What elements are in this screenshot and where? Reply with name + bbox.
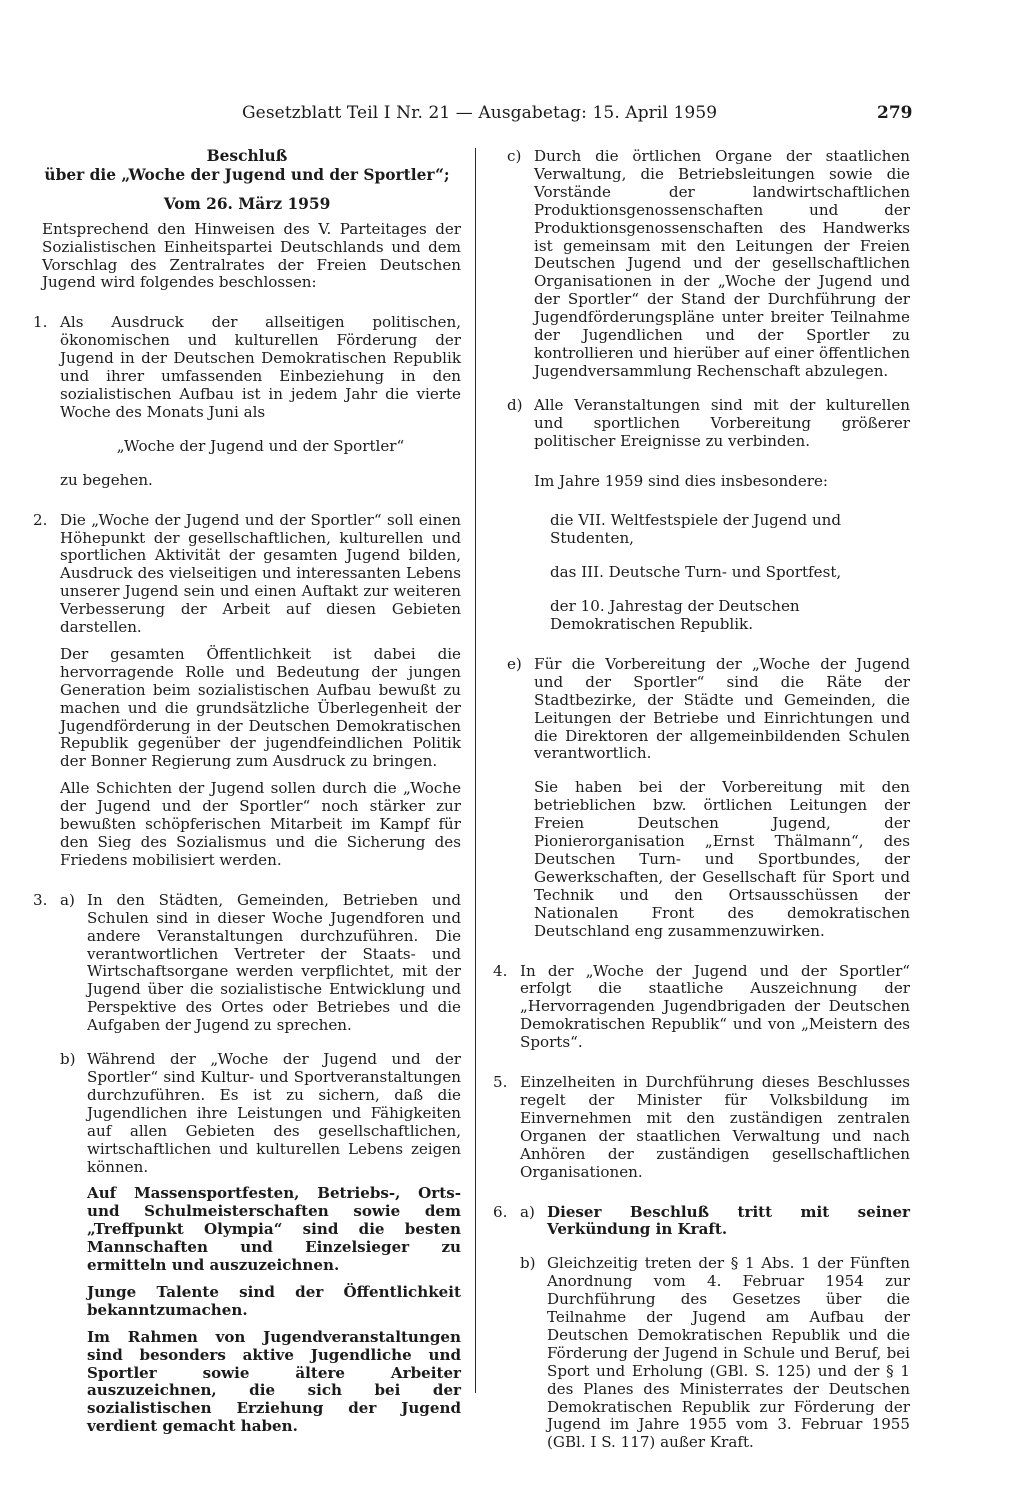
page-number: 279 xyxy=(877,103,913,123)
section-6a xyxy=(520,1204,910,1240)
section-3b xyxy=(60,1051,461,1436)
section-1-quote: „Woche der Jugend und der Sportler“ xyxy=(116,436,405,455)
section-number: 6. xyxy=(493,1202,508,1221)
section-6a-text: Dieser Beschluß tritt mit seiner Verkündung in Kraft. xyxy=(547,1202,910,1239)
section-3a xyxy=(60,892,461,1035)
section-2 xyxy=(33,512,461,870)
section-3e-paragraph-2: Sie haben bei der Vorbereitung mit den betrieblichen bzw. örtlichen Leitungen der Freien Deutschen Jugend, der Pionierorganisation „Ernst Thälmann“, des Deutschen Turn- und Sportbundes, der Gewerkschaften, der Gesellschaft für Sport und Technik und den Ortsausschüssen der Nationalen Front des demokratischen Deutschland eng zusammenzuwirken. xyxy=(534,778,910,940)
subsection-letter: a) xyxy=(60,890,75,909)
section-3e-paragraph-1: Für die Vorbereitung der „Woche der Jugend und der Sportler“ sind die Räte der Stadtbezirke, der Städte und Gemeinden, die Leitungen der Betriebe und Einrichtungen und die Direktoren der allgemeinbildenden Schulen verantwortlich. xyxy=(534,654,910,763)
section-1 xyxy=(33,314,461,489)
column-divider xyxy=(475,148,476,1393)
section-3d-intro: Im Jahre 1959 sind dies insbesondere: xyxy=(534,471,828,490)
section-5 xyxy=(493,1074,910,1181)
section-number: 5. xyxy=(493,1073,508,1092)
subsection-letter: e) xyxy=(507,654,522,673)
section-number: 1. xyxy=(33,313,48,332)
resolution-heading: Beschluß xyxy=(206,147,288,165)
section-6 xyxy=(493,1204,910,1453)
section-number: 3. xyxy=(33,890,48,909)
subsection-letter: b) xyxy=(60,1050,76,1069)
section-3b-paragraph-3: Junge Talente sind der Öffentlichkeit bekanntzumachen. xyxy=(87,1282,461,1319)
section-3d xyxy=(507,397,910,634)
section-3a-text: In den Städten, Gemeinden, Betrieben und Schulen sind in dieser Woche Jugendforen und andere Veranstaltungen durchzuführen. Die verantwortlichen Vertreter der Staats- und Wirtschaftsorgane werden verpflichtet, mit der Jugend über die sozialistische Entwicklung und Perspektive des Ortes oder Betriebes und die Aufgaben der Jugend zu sprechen. xyxy=(87,890,461,1035)
event-list-item: die VII. Weltfestspiele der Jugend und Studenten, xyxy=(550,511,842,548)
resolution-subject: über die „Woche der Jugend und der Sportler“; xyxy=(44,165,450,184)
section-6b xyxy=(520,1255,910,1452)
right-column xyxy=(493,148,910,1452)
section-2-paragraph-3: Alle Schichten der Jugend sollen durch die „Woche der Jugend und der Sportler“ noch stärker zur bewußten schöpferischen Mitarbeit im Kampf für den Sieg des Sozialismus und die Sicherung des Friedens mobilisiert werden. xyxy=(60,779,461,869)
section-3c xyxy=(507,148,910,381)
section-3 xyxy=(33,892,461,1436)
page-header xyxy=(0,103,1024,127)
subsection-letter: c) xyxy=(507,147,522,165)
section-2-paragraph-1: Die „Woche der Jugend und der Sportler“ soll einen Höhepunkt der gesellschaftlichen, kulturellen und sportlichen Aktivität der gesamten Jugend bilden, Ausdruck des vielseitigen und interessanten Lebens unserer Jugend sein und einen Auftakt zur weiteren Verbesserung der Arbeit auf diesen Gebieten darstellen. xyxy=(60,510,461,637)
section-1-tail: zu begehen. xyxy=(60,470,153,489)
subsection-letter: b) xyxy=(520,1254,536,1273)
section-5-text: Einzelheiten in Durchführung dieses Beschlusses regelt der Minister für Volksbildung im Einvernehmen mit den zuständigen zentralen Organen der staatlichen Verwaltung und nach Anhören der zuständigen gesellschaftlichen Organisationen. xyxy=(520,1073,910,1181)
section-number: 2. xyxy=(33,510,48,529)
section-3b-paragraph-2: Auf Massensportfesten, Betriebs-, Orts- und Schulmeisterschaften sowie dem „Treffpunkt Olympia“ sind die besten Mannschaften und Einzelsieger zu ermitteln und auszuzeichnen. xyxy=(87,1184,461,1275)
subsection-letter: d) xyxy=(507,395,523,414)
section-3d-text: Alle Veranstaltungen sind mit der kulturellen und sportlichen Vorbereitung größerer politischer Ereignisse zu verbinden. xyxy=(534,395,910,450)
gazette-title: Gesetzblatt Teil I Nr. 21 — Ausgabetag: 15. April 1959 xyxy=(242,103,718,123)
section-4-text: In der „Woche der Jugend und der Sportler“ erfolgt die staatliche Auszeichnung der „Hervorragenden Jugendbrigaden der Deutschen Demokratischen Republik“ und von „Meistern des Sports“. xyxy=(520,961,910,1052)
event-list-item: das III. Deutsche Turn- und Sportfest, xyxy=(550,563,842,582)
section-4 xyxy=(493,963,910,1053)
section-3b-paragraph-1: Während der „Woche der Jugend und der Sportler“ sind Kultur- und Sportveranstaltungen durchzuführen. Es ist zu sichern, daß die Jugendlichen ihre Leistungen und Fähigkeiten auf allen Gebieten des gesellschaftlichen, wirtschaftlichen und kulturellen Lebens zeigen können. xyxy=(87,1050,461,1176)
section-3c-text: Durch die örtlichen Organe der staatlichen Verwaltung, die Betriebsleitungen sowie die Vorstände der landwirtschaftlichen Produktionsgenossenschaften und der Produktionsgenossenschaften des Handwerks ist gemeinsam mit den Leitungen der Freien Deutschen Jugend und der gesellschaftlichen Organisationen in der „Woche der Jugend und der Sportler“ der Stand der Durchführung der Jugendförderungspläne unter breiter Teilnahme der Jugendlichen und der Sportler zu kontrollieren und hierüber auf einer öffentlichen Jugendversammlung Rechenschaft abzulegen. xyxy=(534,147,910,380)
section-3e xyxy=(507,656,910,941)
section-2-paragraph-2: Der gesamten Öffentlichkeit ist dabei die hervorragende Rolle und Bedeutung der jungen Generation beim sozialistischen Aufbau bewußt zu machen und die grundsätzliche Überlegenheit der Jugendförderung in der Deutschen Demokratischen Republik gegenüber der jugendfeindlichen Politik der Bonner Regierung zum Ausdruck zu bringen. xyxy=(60,644,461,771)
event-list-item: der 10. Jahrestag der Deutschen Demokratischen Republik. xyxy=(550,597,800,634)
section-number: 4. xyxy=(493,961,508,980)
resolution-date: Vom 26. März 1959 xyxy=(163,194,331,213)
left-column xyxy=(33,148,461,1436)
section-6b-text: Gleichzeitig treten der § 1 Abs. 1 der Fünften Anordnung vom 4. Februar 1954 zur Durchführung des Gesetzes über die Teilnahme der Jugend am Aufbau der Deutschen Demokratischen Republik und die Förderung der Jugend in Schule und Beruf, bei Sport und Erholung (GBl. S. 125) und der § 1 des Planes des Ministerrates der Deutschen Demokratischen Republik zur Förderung der Jugend im Jahre 1955 vom 3. Februar 1955 (GBl. I S. 117) außer Kraft. xyxy=(547,1254,910,1452)
section-1-text: Als Ausdruck der allseitigen politischen, ökonomischen und kulturellen Förderung der Jugend in der Deutschen Demokratischen Republik und ihrer umfassenden Einbeziehung in den sozialistischen Aufbau ist in jedem Jahr die vierte Woche des Monats Juni als xyxy=(60,313,461,421)
intro-paragraph: Entsprechend den Hinweisen des V. Parteitages der Sozialistischen Einheitspartei Deutschlands und dem Vorschlag des Zentralrates der Freien Deutschen Jugend wird folgendes beschlossen: xyxy=(42,219,461,292)
section-3b-paragraph-4: Im Rahmen von Jugendveranstaltungen sind besonders aktive Jugendliche und Sportler sowie ältere Arbeiter auszuzeichnen, die sich bei der sozialistischen Erziehung der Jugend verdient gemacht haben. xyxy=(87,1327,461,1436)
subsection-letter: a) xyxy=(520,1202,535,1221)
